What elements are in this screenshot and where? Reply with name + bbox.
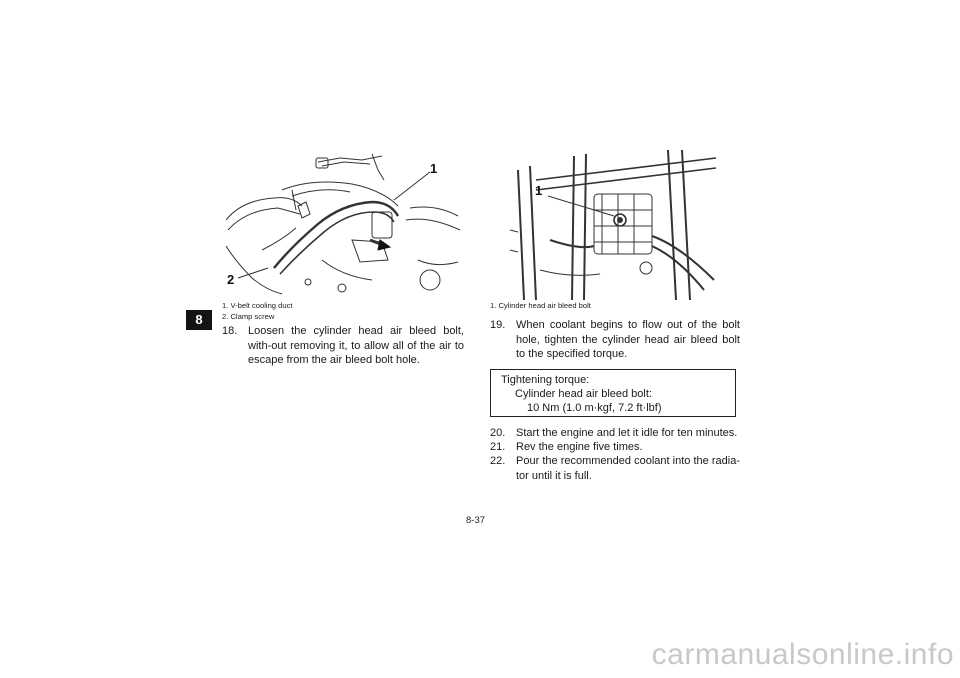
- step-text: When coolant begins to flow out of the bolt hole, tighten the cylinder head air bleed bolt to the specified torque.: [516, 319, 740, 360]
- step-text: Loosen the cylinder head air bleed bolt, with-out removing it, to allow all of the air to escape from the air bleed bolt hole.: [248, 325, 464, 366]
- spec-item: Cylinder head air bleed bolt:: [515, 388, 652, 400]
- figure-right-captions: [490, 300, 591, 311]
- step-number: 21.: [490, 441, 506, 453]
- spec-value: 10 Nm (1.0 m·kgf, 7.2 ft·lbf): [527, 402, 662, 414]
- tightening-torque-box: [490, 369, 736, 417]
- caption-clamp-screw: 2. Clamp screw: [222, 312, 275, 321]
- step-22: [490, 454, 740, 483]
- figure-v-belt-cooling-duct: [222, 150, 464, 300]
- step-text: Start the engine and let it idle for ten minutes.: [516, 427, 738, 439]
- step-number: 22.: [490, 455, 506, 467]
- step-20: [490, 426, 740, 441]
- callout-1-left: 1: [430, 161, 438, 176]
- step-number: 19.: [490, 319, 506, 331]
- step-21: [490, 440, 740, 455]
- spec-heading: Tightening torque:: [501, 374, 590, 386]
- step-19: [490, 318, 740, 362]
- step-number: 18.: [222, 325, 238, 337]
- page-number: 8-37: [466, 515, 486, 526]
- step-18: [222, 324, 464, 368]
- engine-illustration-left: [222, 150, 464, 300]
- watermark: carmanualsonline.info: [651, 638, 954, 671]
- caption-v-belt-cooling-duct: 1. V-belt cooling duct: [222, 301, 293, 310]
- figure-air-bleed-bolt: [490, 150, 740, 300]
- figure-left-captions: [222, 300, 293, 322]
- step-text: Pour the recommended coolant into the radia-tor until it is full.: [516, 455, 740, 482]
- step-number: 20.: [490, 427, 506, 439]
- caption-air-bleed-bolt: 1. Cylinder head air bleed bolt: [490, 301, 591, 310]
- callout-2-left: 2: [227, 272, 235, 287]
- chapter-tab: 8: [186, 310, 212, 330]
- step-text: Rev the engine five times.: [516, 441, 643, 453]
- callout-1-right: 1: [535, 183, 543, 198]
- engine-illustration-right: [490, 150, 740, 300]
